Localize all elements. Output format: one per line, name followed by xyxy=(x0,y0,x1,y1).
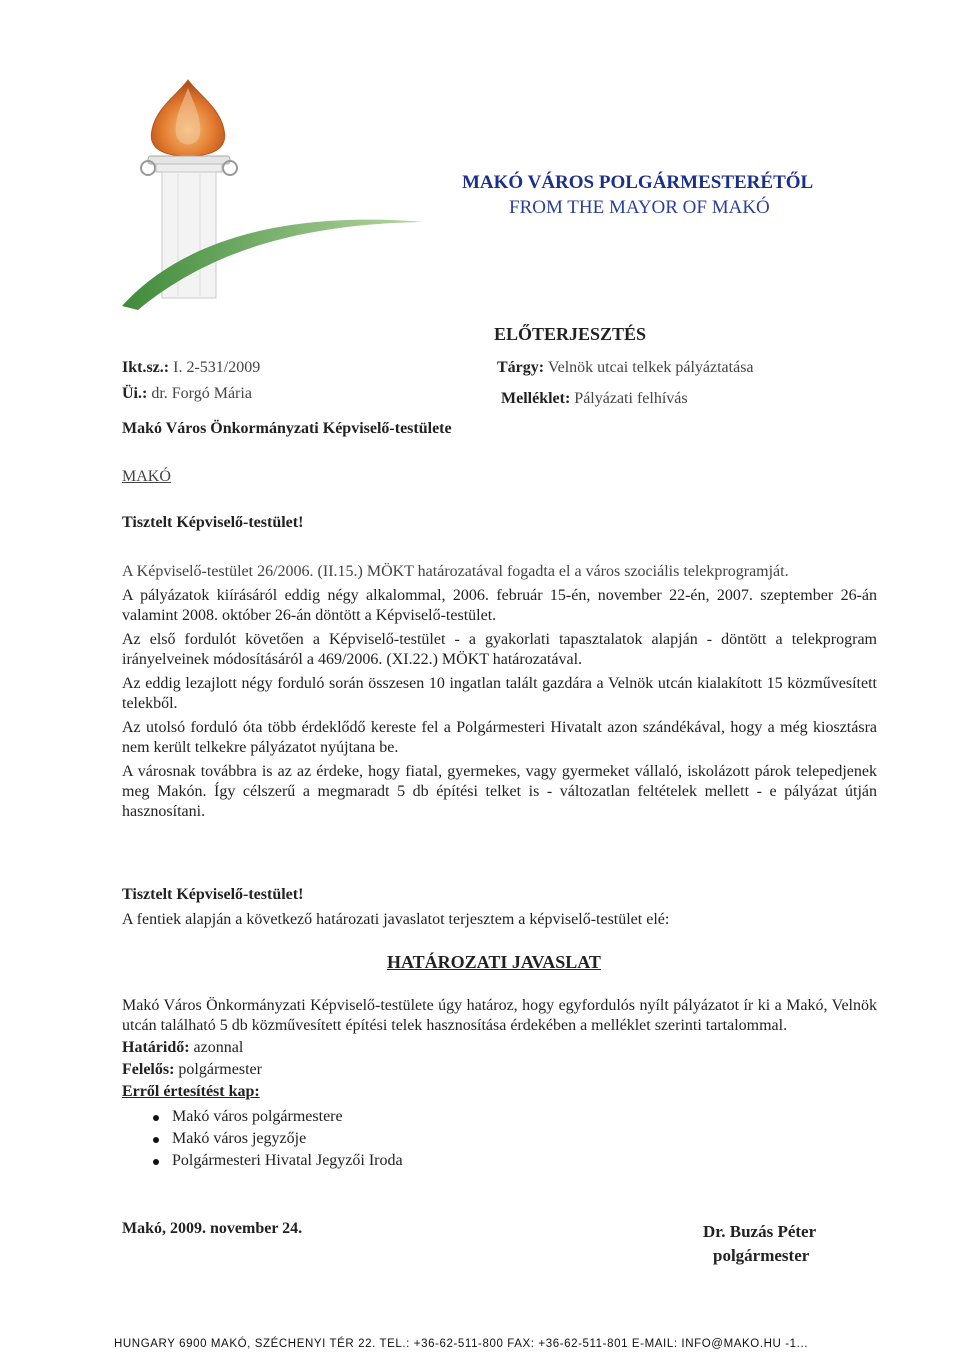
attachment xyxy=(501,390,688,408)
responsible-line xyxy=(122,1060,877,1080)
list-item xyxy=(122,1106,877,1128)
recipient-city: MAKÓ xyxy=(122,468,171,485)
case-officer-value: dr. Forgó Mária xyxy=(151,385,252,402)
city-logo xyxy=(118,74,428,310)
subject xyxy=(497,359,754,377)
signature-title: polgármester xyxy=(713,1246,810,1265)
case-officer xyxy=(122,385,252,403)
responsible-value: polgármester xyxy=(178,1061,262,1078)
salutation: Tisztelt Képviselő-testület! xyxy=(122,514,304,531)
proposal-intro: A fentiek alapján a következő határozati javaslatot terjesztem a képviselő-testület elé: xyxy=(122,911,670,928)
decision-text: Makó Város Önkormányzati Képviselő-testülete úgy határoz, hogy egyfordulós nyílt pályázatot ír ki a Makó, Velnök utcán található 5 db közművesített építési telek hasznosítása érdekében a melléklet szerinti tartalommal. xyxy=(122,997,877,1034)
list-item-text: Polgármesteri Hivatal Jegyzői Iroda xyxy=(172,1152,403,1169)
case-officer-label: Üi.: xyxy=(122,385,148,402)
place-date: Makó, 2009. november 24. xyxy=(122,1220,303,1237)
attachment-value: Pályázati felhívás xyxy=(574,390,688,407)
filing-number-label: Ikt.sz.: xyxy=(122,359,170,376)
body-text xyxy=(122,562,877,826)
notify-list xyxy=(122,1106,877,1172)
signature-name: Dr. Buzás Péter xyxy=(703,1222,817,1241)
salutation-second: Tisztelt Képviselő-testület! xyxy=(122,886,304,903)
body-paragraph: A pályázatok kiírásáról eddig négy alkalommal, 2006. február 15-én, november 22-én, 2007. szeptember 26-án valamint 2008. október 26-án döntött a Képviselő-testület. xyxy=(122,587,877,624)
deadline-line xyxy=(122,1038,877,1058)
body-paragraph: Az első fordulót követően a Képviselő-testület - a gyakorlati tapasztalatok alapján - döntött a telekprogram irányelveinek módosításáról a 469/2006. (XI.22.) MÖKT határozatával. xyxy=(122,631,877,668)
list-item-text: Makó város jegyzője xyxy=(172,1130,307,1147)
list-item xyxy=(122,1128,877,1150)
list-item xyxy=(122,1150,877,1172)
body-paragraph: Az utolsó forduló óta több érdeklődő kereste fel a Polgármesteri Hivatalt azon szándékával, hogy a még kiosztásra nem került telkekre pályázatot nyújtana be. xyxy=(122,719,877,756)
footer-address: HUNGARY 6900 MAKÓ, SZÉCHENYI TÉR 22. TEL.: +36-62-511-800 FAX: +36-62-511-801 E-MAIL: INFO@MAKO.HU -1... xyxy=(114,1338,809,1350)
bullet-icon xyxy=(153,1159,159,1165)
deadline-value: azonnal xyxy=(193,1039,244,1056)
body-paragraph: A Képviselő-testület 26/2006. (II.15.) MÖKT határozatával fogadta el a város szociális telekprogramját. xyxy=(122,563,789,580)
filing-number xyxy=(122,359,260,377)
body-paragraph: A városnak továbbra is az az érdeke, hogy fiatal, gyermekes, vagy gyermeket vállaló, iskolázott párok telepedjenek meg Makón. Így célszerű a megmaradt 5 db építési telket is - változatlan feltételek mellett - e pályázat útján hasznosítani. xyxy=(122,763,877,820)
responsible-label: Felelős: xyxy=(122,1061,175,1078)
attachment-label: Melléklet: xyxy=(501,390,571,407)
subject-label: Tárgy: xyxy=(497,359,545,376)
letterhead-subtitle: FROM THE MAYOR OF MAKÓ xyxy=(509,197,770,218)
list-item-text: Makó város polgármestere xyxy=(172,1108,343,1125)
notify-label: Erről értesítést kap: xyxy=(122,1083,260,1100)
document-type: ELŐTERJESZTÉS xyxy=(494,324,647,344)
recipient-body: Makó Város Önkormányzati Képviselő-testülete xyxy=(122,420,452,437)
letterhead-title: MAKÓ VÁROS POLGÁRMESTERÉTŐL xyxy=(462,172,814,193)
deadline-label: Határidő: xyxy=(122,1039,190,1056)
bullet-icon xyxy=(153,1115,159,1121)
subject-value: Velnök utcai telkek pályáztatása xyxy=(547,359,754,376)
filing-number-value: I. 2-531/2009 xyxy=(173,359,261,376)
decision-heading: HATÁROZATI JAVASLAT xyxy=(387,952,601,972)
bullet-icon xyxy=(153,1137,159,1143)
body-paragraph: Az eddig lezajlott négy forduló során összesen 10 ingatlan talált gazdára a Velnök utcán kialakított 15 közművesített telekből. xyxy=(122,675,877,712)
decision-block xyxy=(122,996,877,1172)
